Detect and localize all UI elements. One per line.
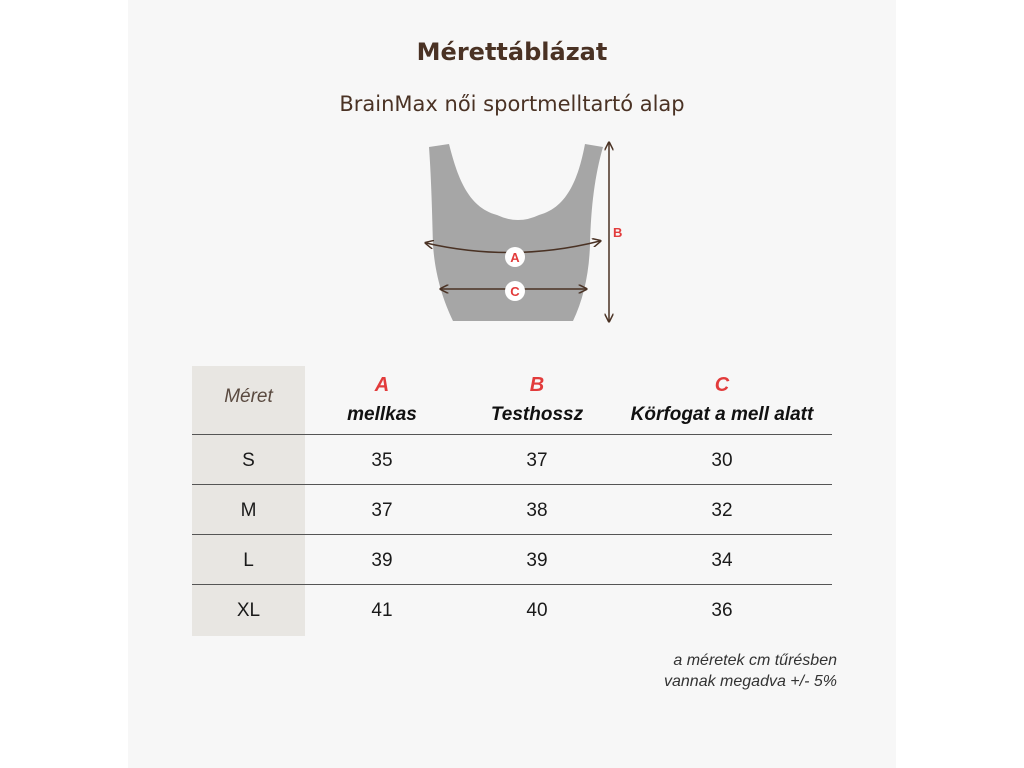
tolerance-note-line-2: vannak megadva +/- 5%: [664, 673, 837, 690]
row-s-b: 37: [526, 450, 548, 471]
row-divider: [192, 584, 832, 585]
row-xl-c: 36: [711, 600, 733, 621]
marker-c-label: C: [510, 284, 520, 299]
tolerance-note-line-1: a méretek cm tűrésben: [673, 652, 837, 669]
row-l-c: 34: [711, 550, 733, 571]
marker-b-label: B: [613, 225, 623, 240]
column-b-label: Testhossz: [490, 404, 584, 425]
row-s-c: 30: [711, 450, 733, 471]
row-divider: [192, 534, 832, 535]
bra-measurement-diagram: [423, 135, 623, 330]
column-c-letter: C: [714, 374, 730, 396]
row-s-a: 35: [371, 450, 393, 471]
row-divider: [192, 484, 832, 485]
row-l-b: 39: [526, 550, 548, 571]
page-subtitle: BrainMax női sportmelltartó alap: [339, 92, 685, 116]
row-s-size: S: [242, 450, 255, 471]
size-chart-panel: [128, 0, 896, 768]
row-l-a: 39: [371, 550, 393, 571]
row-l-size: L: [243, 550, 254, 571]
size-table: [192, 366, 832, 636]
column-b-letter: B: [529, 374, 545, 396]
row-m-c: 32: [711, 500, 733, 521]
row-xl-b: 40: [526, 600, 548, 621]
page-title: Mérettáblázat: [416, 38, 608, 66]
column-c-label: Körfogat a mell alatt: [630, 404, 814, 425]
tolerance-note: [664, 650, 837, 692]
size-column-header: Méret: [224, 386, 273, 407]
marker-a-label: A: [510, 250, 520, 265]
row-xl-size: XL: [236, 600, 261, 621]
row-m-a: 37: [371, 500, 393, 521]
column-a-label: mellkas: [347, 404, 417, 425]
header-divider: [192, 434, 832, 435]
row-m-size: M: [240, 500, 257, 521]
column-a-letter: A: [374, 374, 390, 396]
row-xl-a: 41: [371, 600, 393, 621]
row-m-b: 38: [526, 500, 548, 521]
